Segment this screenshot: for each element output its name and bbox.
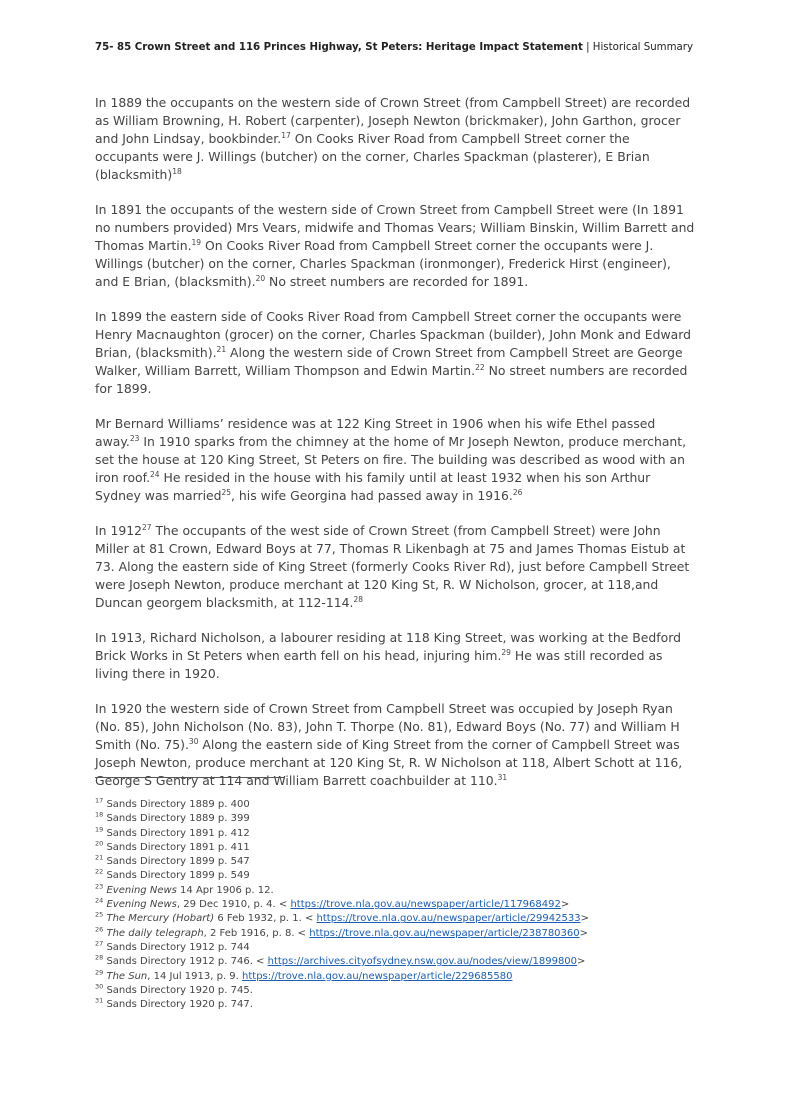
section-title: Historical Summary bbox=[592, 42, 693, 53]
text-run: On Cooks River Road from Campbell Street corner the occupants were J. Willings (butcher) on the corner, Charles Spackman (ironmonger), Frederick Hirst (engineer), and E Brian, (blacksmith). bbox=[95, 238, 671, 289]
publication-title: Evening News bbox=[106, 899, 177, 911]
footnote-reference: 30 bbox=[188, 736, 199, 746]
text-run: He was still recorded as living there in 1920. bbox=[95, 648, 663, 681]
text-run: Sands Directory 1889 p. 400 bbox=[103, 799, 250, 810]
footnote-number: 27 bbox=[95, 939, 104, 948]
publication-title: The Sun bbox=[106, 970, 148, 982]
footnote-number: 29 bbox=[95, 968, 104, 977]
footnote bbox=[95, 869, 715, 883]
footnote-number: 31 bbox=[95, 996, 104, 1005]
footnote-number: 26 bbox=[95, 925, 104, 934]
text-run: Along the western side of Crown Street from Campbell Street are George Walker, William Barrett, William Thompson and Edwin Martin. bbox=[95, 345, 683, 378]
footnote bbox=[95, 827, 715, 841]
text-run: , 14 Jul 1913, p. 9. bbox=[147, 970, 243, 982]
footnote bbox=[95, 970, 715, 984]
footnote-reference: 28 bbox=[353, 594, 363, 604]
source-link[interactable]: https://trove.nla.gov.au/newspaper/article/229685580 bbox=[242, 970, 513, 982]
footnote-reference: 26 bbox=[512, 487, 523, 497]
footnote-reference: 20 bbox=[255, 273, 266, 283]
text-run: , 29 Dec 1910, p. 4. < bbox=[176, 899, 291, 911]
text-run: The occupants of the west side of Crown Street (from Campbell Street) were John Miller at 81 Crown, Edward Boys at 77, Thomas R Likenbagh at 75 and James Thomas Eistub at 73. Along the eastern side of King Street (formerly Cooks River Rd), just before Campbell Street were Joseph Newton, produce merchant at 120 King St, R. W Nicholson, grocer, at 118,and Duncan georgem blacksmith, at 112-114. bbox=[95, 523, 690, 610]
paragraph bbox=[95, 201, 695, 291]
footnote-number: 21 bbox=[95, 853, 104, 862]
text-run: Sands Directory 1891 p. 411 bbox=[103, 841, 250, 853]
footnote bbox=[95, 927, 715, 941]
text-run: Along the eastern side of King Street from the corner of Campbell Street was Joseph Newton, produce merchant at 120 King St, R. W Nicholson at 118, Albert Schott at 116, George S Gentry at 114 and William Barrett coachbuilder at 110. bbox=[95, 737, 683, 788]
footnote-reference: 17 bbox=[281, 130, 291, 140]
page-header bbox=[95, 41, 693, 55]
footnote-reference: 23 bbox=[129, 433, 140, 443]
footnote-reference: 21 bbox=[216, 344, 227, 354]
text-run: , his wife Georgina had passed away in 1916. bbox=[231, 488, 513, 503]
footnote bbox=[95, 912, 715, 926]
text-run: Sands Directory 1920 p. 747. bbox=[103, 999, 253, 1011]
text-run: In 1891 the occupants of the western side of Crown Street from Campbell Street were (In 1891 no numbers provided) Mrs Vears, midwife and Thomas Vears; William Binskin, Willim Barrett and Thomas Martin. bbox=[95, 202, 695, 253]
text-run: In 1899 the eastern side of Cooks River Road from Campbell Street corner the occupants were Henry Macnaughton (grocer) on the corner, Charles Spackman (builder), John Monk and Edward Brian, (blacksmith). bbox=[95, 309, 691, 360]
text-run: Mr Bernard Williams’ residence was at 122 King Street in 1906 when his wife Ethel passed away. bbox=[95, 416, 656, 449]
footnote-reference: 24 bbox=[150, 469, 160, 479]
text-run: Sands Directory 1891 p. 412 bbox=[103, 827, 250, 839]
text-run: > bbox=[577, 956, 586, 968]
text-run: 6 Feb 1932, p. 1. < bbox=[214, 913, 317, 925]
text-run: No street numbers are recorded for 1899. bbox=[95, 363, 688, 396]
footnote-number: 22 bbox=[95, 868, 104, 877]
text-run: > bbox=[580, 913, 589, 925]
footnote bbox=[95, 884, 715, 898]
text-run: > bbox=[579, 927, 589, 939]
footnote bbox=[95, 855, 715, 869]
text-run: > bbox=[560, 899, 570, 911]
paragraph bbox=[95, 94, 695, 184]
footnote-reference: 22 bbox=[475, 362, 485, 372]
text-run: He resided in the house with his family until at least 1932 when his son Arthur Sydney was married bbox=[95, 470, 651, 503]
footnote-number: 20 bbox=[95, 839, 104, 848]
text-run: Sands Directory 1899 p. 549 bbox=[103, 870, 250, 882]
footnote bbox=[95, 984, 715, 998]
source-link[interactable]: https://trove.nla.gov.au/newspaper/article/117968492 bbox=[290, 899, 561, 911]
publication-title: The Mercury (Hobart) bbox=[106, 913, 215, 925]
text-run: No street numbers are recorded for 1891. bbox=[265, 274, 529, 289]
footnote bbox=[95, 798, 715, 812]
text-run: In 1920 the western side of Crown Street from Campbell Street was occupied by Joseph Ryan (No. 85), John Nicholson (No. 83), John T. Thorpe (No. 81), Edward Boys (No. 77) and William H Smith (No. 75). bbox=[95, 701, 680, 752]
footnote-number: 24 bbox=[95, 896, 104, 905]
source-link[interactable]: https://trove.nla.gov.au/newspaper/article/238780360 bbox=[309, 927, 580, 939]
source-link[interactable]: https://trove.nla.gov.au/newspaper/article/29942533 bbox=[316, 913, 581, 925]
header-separator: | bbox=[582, 42, 593, 53]
footnote bbox=[95, 898, 715, 912]
text-run: Sands Directory 1912 p. 744 bbox=[103, 941, 250, 953]
text-run: , 2 Feb 1916, p. 8. < bbox=[203, 927, 310, 939]
footnote-number: 17 bbox=[95, 796, 104, 805]
footnote bbox=[95, 841, 715, 855]
publication-title: The daily telegraph bbox=[106, 927, 204, 939]
text-run: Sands Directory 1912 p. 746. < bbox=[103, 956, 268, 968]
text-run: On Cooks River Road from Campbell Street corner the occupants were J. Willings (butcher) on the corner, Charles Spackman (plasterer), E Brian (blacksmith) bbox=[95, 131, 650, 182]
paragraph bbox=[95, 522, 695, 612]
footnote-number: 18 bbox=[95, 810, 104, 819]
footnote-divider bbox=[95, 777, 285, 778]
publication-title: Evening News bbox=[106, 884, 177, 896]
text-run: Sands Directory 1889 p. 399 bbox=[103, 813, 250, 825]
footnote-number: 30 bbox=[95, 982, 104, 991]
footnote bbox=[95, 812, 715, 826]
text-run: In 1912 bbox=[95, 523, 142, 538]
footnote bbox=[95, 941, 715, 955]
text-run: In 1889 the occupants on the western side of Crown Street (from Campbell Street) are recorded as William Browning, H. Robert (carpenter), Joseph Newton (brickmaker), John Garthon, grocer and John Lindsay, bookbinder. bbox=[95, 95, 691, 146]
paragraph bbox=[95, 308, 695, 398]
paragraph bbox=[95, 415, 695, 505]
body-text bbox=[95, 94, 695, 807]
footnote-number: 23 bbox=[95, 882, 104, 891]
footnote-reference: 18 bbox=[172, 166, 182, 176]
footnote-reference: 31 bbox=[497, 772, 508, 782]
footnote-reference: 27 bbox=[141, 522, 152, 532]
document-title: 75- 85 Crown Street and 116 Princes Highway, St Peters: Heritage Impact Statement bbox=[95, 42, 583, 53]
footnote-number: 25 bbox=[95, 911, 104, 920]
text-run: Sands Directory 1899 p. 547 bbox=[103, 856, 250, 868]
paragraph bbox=[95, 629, 695, 683]
footnote bbox=[95, 955, 715, 969]
footnote-reference: 25 bbox=[221, 487, 232, 497]
footnote-reference: 19 bbox=[191, 237, 202, 247]
text-run: In 1910 sparks from the chimney at the home of Mr Joseph Newton, produce merchant, set the house at 120 King Street, St Peters on fire. The building was described as wood with an iron roof. bbox=[95, 434, 687, 485]
source-link[interactable]: https://archives.cityofsydney.nsw.gov.au/nodes/view/1899800 bbox=[267, 956, 578, 968]
text-run: Sands Directory 1920 p. 745. bbox=[103, 984, 253, 996]
footnote bbox=[95, 998, 715, 1012]
text-run: 14 Apr 1906 p. 12. bbox=[176, 884, 274, 896]
text-run: In 1913, Richard Nicholson, a labourer residing at 118 King Street, was working at the Bedford Brick Works in St Peters when earth fell on his head, injuring him. bbox=[95, 630, 681, 663]
footnote-number: 19 bbox=[95, 825, 104, 834]
footnote-number: 28 bbox=[95, 953, 104, 962]
footnote-reference: 29 bbox=[501, 647, 511, 657]
footnotes bbox=[95, 798, 715, 1012]
